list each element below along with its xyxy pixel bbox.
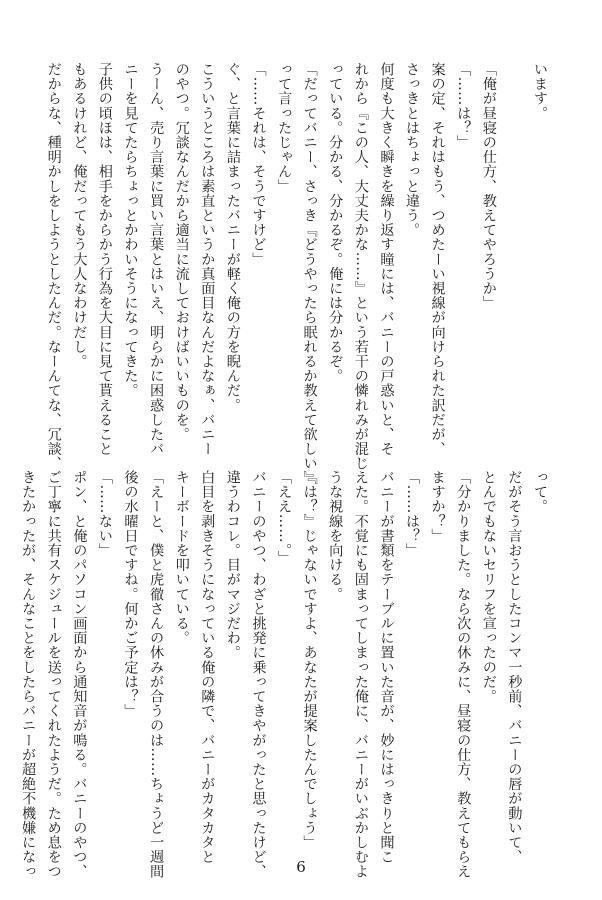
text-line: れから『この人、大丈夫かな……』という若干の憐れみが混じ xyxy=(352,62,369,471)
text-line: 案の定、それはもう、つめたーい視線が向けられた訳だが、 xyxy=(429,62,446,457)
text-line: 「……は？」 xyxy=(455,62,472,150)
text-line: 違うわコレ。目がマジだわ。 xyxy=(224,470,241,660)
text-line: だがそう言おうとしたコンマ一秒前、バニーの唇が動いて、 xyxy=(506,470,523,865)
text-line: 「俺が昼寝の仕方、教えてやろうか」 xyxy=(480,62,497,311)
text-line: えた。不覚にも固まってしまった俺に、バニーがいぶかしむよ xyxy=(352,470,369,879)
text-line: 「……それは、そうですけど」 xyxy=(250,62,267,267)
text-line: バニーのやつ、わざと挑発に乗ってきやがったと思ったけど、 xyxy=(250,470,267,879)
text-line: 子供の頃ほは、相手をからかう行為を大目に見て貰えること xyxy=(96,62,113,457)
text-line: 「……は？」 xyxy=(404,470,421,558)
text-line: きたかったが、そんなことをしたらバニーが超絶不機嫌になっ xyxy=(20,470,37,879)
text-line: とんでもないセリフを宣ったのだ。 xyxy=(480,470,497,704)
text-line xyxy=(501,62,527,434)
text-line: 「えーと、僕と虎徹さんの休みが合うのは……ちょうど一週間 xyxy=(148,470,165,879)
text-line: ポン、と俺のパソコン画面から通知音が鳴る。バニーのやつ、 xyxy=(71,470,88,879)
text-line: ニーを見てたらちょっとかわいそうになってきた。 xyxy=(122,62,139,398)
text-line: うーん、売り言葉に買い言葉とはいえ、明らかに困惑したバ xyxy=(148,62,165,457)
text-line: 「……ない」 xyxy=(96,470,113,558)
page-number: 6 xyxy=(296,858,306,876)
text-line: 「だってバニー、さっき『どうやったら眠れるか教えて欲しい』 xyxy=(301,62,318,486)
text-line: もあるけれど、俺だってもう大人なわけだし。 xyxy=(71,62,88,369)
text-line: バニーが書類をテーブルに置いた音が、妙にはっきりと聞こ xyxy=(378,470,395,865)
text-line: さっきとはちょっと違う。 xyxy=(404,62,421,238)
text-line: って言ったじゃん」 xyxy=(276,62,293,194)
text-line: 白目を剥きそうになっている俺の隣で、バニーがカタカタと xyxy=(199,470,216,865)
text-column-lower xyxy=(20,470,552,879)
text-line: ますか？」 xyxy=(429,470,446,543)
text-line: うな視線を向ける。 xyxy=(327,470,344,602)
text-line: って。 xyxy=(532,470,548,514)
text-column-upper xyxy=(45,62,552,486)
text-line: ご丁寧に共有スケジュールを送ってくれたようだ。ため息をつ xyxy=(45,470,62,879)
text-line: だからな、種明かしをしようとしたんだ。なーんてな、冗談、 xyxy=(45,62,62,471)
text-line: ぐ、と言葉に詰まったバニーが軽く俺の方を睨んだ。 xyxy=(224,62,241,413)
text-line: 何度も大きく瞬きを繰り返す瞳には、バニーの戸惑いと、そ xyxy=(378,62,395,457)
text-line: キーボードを叩いている。 xyxy=(173,470,190,646)
text-line: 「ええ……。」 xyxy=(276,470,293,566)
text-line: っている。分かる、分かるぞ。俺には分かるぞ。 xyxy=(327,62,344,384)
text-line: います。 xyxy=(532,62,548,121)
text-line: 『は？』じゃないですよ、あなたが提案したんでしょう」 xyxy=(301,470,318,850)
text-line: のやつ。冗談なんだから適当に流しておけばいいものを。 xyxy=(173,62,190,442)
text-line: 後の水曜日ですね。何かご予定は？」 xyxy=(122,470,139,719)
text-line: こういうところは素直というか真面目なんだよなぁ、バニー xyxy=(199,62,216,457)
text-line: 「分かりました。なら次の休みに、昼寝の仕方、教えてもらえ xyxy=(455,470,472,879)
